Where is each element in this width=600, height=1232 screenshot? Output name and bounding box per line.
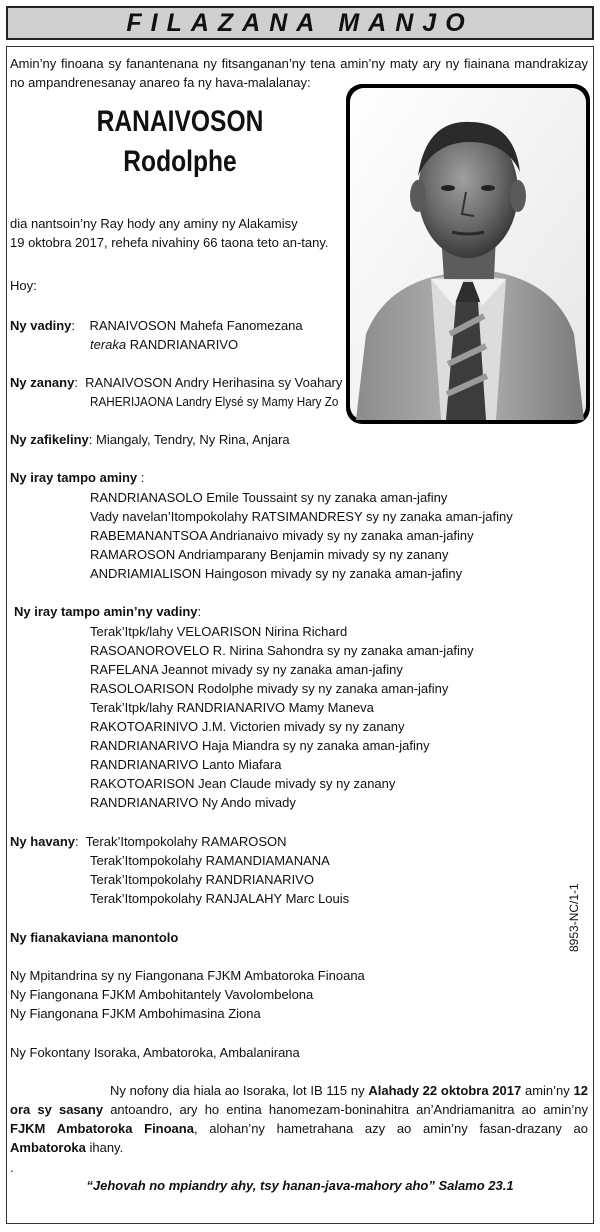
zanany-row: Ny zanany: RANAIVOSON Andry Herihasina sy Voahary [10, 375, 343, 390]
vadiny-line-1: RANAIVOSON Mahefa Fanomezana [89, 318, 303, 333]
death-line-2: 19 oktobra 2017, rehefa nivahiny 66 taona teto an-tany. [10, 235, 329, 250]
list-item: RASOANOROVELO R. Nirina Sahondra sy ny zanaka aman-jafiny [90, 643, 474, 658]
havany-label: Ny havany [10, 834, 76, 849]
list-item: Terak’Itompokolahy RANDRIANARIVO [90, 872, 314, 887]
list-item: RAFELANA Jeannot mivady sy ny zanaka aman-jafiny [90, 662, 403, 677]
list-item: Terak’Itpk/lahy VELOARISON Nirina Richard [90, 624, 348, 639]
funeral-text: , alohan’ny hametrahana azy ao amin’ny fasan-drazany ao [193, 1121, 588, 1136]
list-item: Vady navelan’Itompokolahy RATSIMANDRESY sy ny zanaka aman-jafiny [90, 509, 513, 524]
funeral-church: FJKM Ambatoroka Finoana [10, 1121, 194, 1136]
dot-mark: . [10, 1160, 14, 1175]
list-item: RANDRIANARIVO Ny Ando mivady [90, 795, 296, 810]
vadiny-row-2 [90, 335, 238, 354]
havany-row: Ny havany: Terak’Itompokolahy RAMAROSON [10, 834, 287, 849]
bible-quote: “Jehovah no mpiandry ahy, tsy hanan-java-mahory aho” Salamo 23.1 [86, 1178, 514, 1193]
church-line: Ny Fiangonana FJKM Ambohimasina Ziona [10, 1006, 261, 1021]
funeral-text: amin’ny [521, 1083, 574, 1098]
funeral-text: ihany. [85, 1140, 124, 1155]
funeral-text: antoandro, ary ho entina hanomezam-boninahitra an’Andriamanitra ao amin’ny [103, 1102, 588, 1117]
iray-tampo-vadiny-label: Ny iray tampo amin’ny vadiny [14, 604, 198, 619]
list-item: RANDRIANASOLO Emile Toussaint sy ny zanaka aman-jafiny [90, 490, 448, 505]
funeral-place: Ambatoroka [10, 1140, 86, 1155]
funeral-time: 12 ora sy sasany [10, 1083, 588, 1117]
list-item: ANDRIAMIALISON Haingoson mivady sy ny zanaka aman-jafiny [90, 566, 463, 581]
zafikeliny-row: Ny zafikeliny: Miangaly, Tendry, Ny Rina, Anjara [10, 432, 290, 447]
vadiny-label: Ny vadiny [10, 318, 72, 333]
zafikeliny-label: Ny zafikeliny [10, 432, 89, 447]
list-item: RANDRIANARIVO Lanto Miafara [90, 757, 282, 772]
list-item: Terak’Itompokolahy RANJALAHY Marc Louis [90, 891, 350, 906]
iray-tampo-aminy-heading: Ny iray tampo aminy : [10, 470, 145, 485]
banner-title: FILAZANA MANJO [126, 8, 474, 37]
list-item: Terak’Itpk/lahy RANDRIANARIVO Mamy Maneva [90, 700, 374, 715]
zafikeliny-text: Miangaly, Tendry, Ny Rina, Anjara [96, 432, 290, 447]
zanany-line-1: RANAIVOSON Andry Herihasina sy Voahary [85, 375, 343, 390]
church-line: Ny Mpitandrina sy ny Fiangonana FJKM Ambatoroka Finoana [10, 968, 365, 983]
portrait-photo-icon [346, 84, 590, 424]
list-item: RABEMANANTSOA Andrianaivo mivady sy ny zanaka aman-jafiny [90, 528, 474, 543]
list-item: RASOLOARISON Rodolphe mivady sy ny zanaka aman-jafiny [90, 681, 449, 696]
hoy-label: Hoy: [10, 278, 37, 293]
reference-code: 8953-NC/1-1 [567, 883, 581, 952]
portrait-photo [346, 84, 590, 424]
iray-tampo-vadiny-heading: Ny iray tampo amin’ny vadiny: [14, 604, 202, 619]
iray-tampo-aminy-label: Ny iray tampo aminy [10, 470, 138, 485]
zanany-label: Ny zanany [10, 375, 75, 390]
intro-text: Amin’ny finoana sy fanantenana ny fitsanganan’ny tena amin’ny maty ary ny fiainana mandrakizay no ampandrenesanay anareo fa ny hava-malalanay: [10, 56, 588, 90]
fianakaviana-heading [10, 928, 178, 947]
zanany-line-2: RAHERIJAONA Landry Elysé sy Mamy Hary Zo [90, 394, 339, 409]
funeral-date: Alahady 22 oktobra 2017 [368, 1083, 522, 1098]
list-item: RAKOTOARISON Jean Claude mivady sy ny zanany [90, 776, 396, 791]
vadiny-teraka: teraka [90, 337, 127, 352]
church-line: Ny Fiangonana FJKM Ambohitantely Vavolombelona [10, 987, 314, 1002]
notice-banner [6, 6, 594, 40]
list-item: RANDRIANARIVO Haja Miandra sy ny zanaka aman-jafiny [90, 738, 430, 753]
havany-first: Terak’Itompokolahy RAMAROSON [85, 834, 287, 849]
list-item: RAKOTOARINIVO J.M. Victorien mivady sy ny zanany [90, 719, 405, 734]
fianakaviana-label: Ny fianakaviana manontolo [10, 930, 179, 945]
list-item: Terak’Itompokolahy RAMANDIAMANANA [90, 853, 330, 868]
fokontany-line: Ny Fokontany Isoraka, Ambatoroka, Ambalanirana [10, 1045, 300, 1060]
funeral-paragraph [10, 1081, 588, 1157]
funeral-text: Ny nofony dia hiala ao Isoraka, lot IB 115 ny [110, 1083, 369, 1098]
deceased-surname: RANAIVOSON [96, 105, 264, 138]
deceased-firstname: Rodolphe [123, 145, 237, 178]
vadiny-line-2: RANDRIANARIVO [129, 337, 239, 352]
list-item: RAMAROSON Andriamparany Benjamin mivady sy ny zanany [90, 547, 449, 562]
vadiny-row: Ny vadiny: RANAIVOSON Mahefa Fanomezana [10, 318, 303, 333]
death-line-1: dia nantsoin’ny Ray hody any aminy ny Alakamisy [10, 216, 298, 231]
